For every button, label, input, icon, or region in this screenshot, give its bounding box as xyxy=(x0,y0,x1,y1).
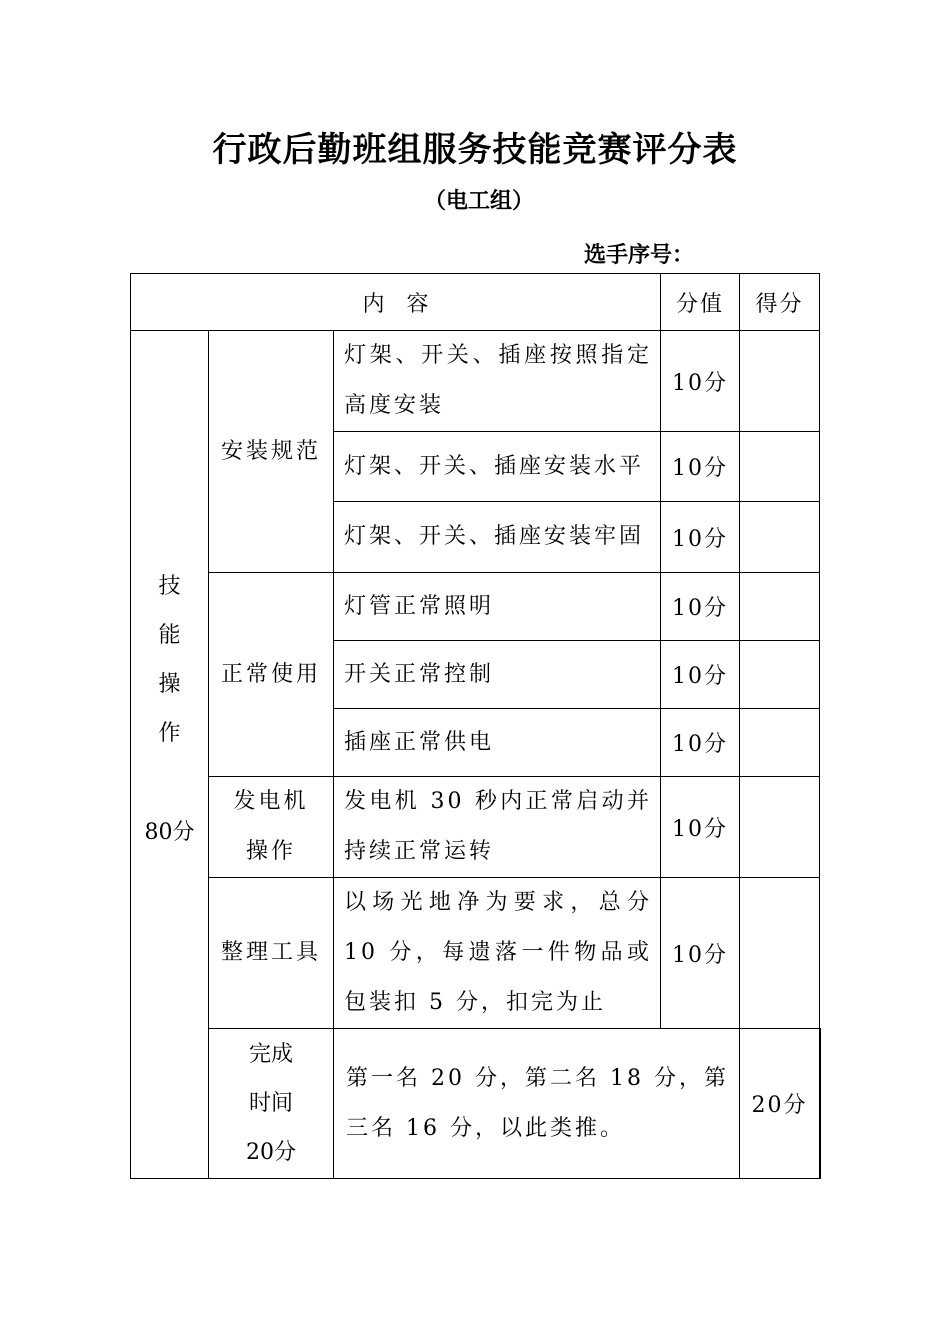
completion-points: 20分 xyxy=(740,1029,820,1179)
score-input-cell[interactable] xyxy=(740,777,820,878)
group-name-line: 操作 xyxy=(245,839,296,864)
item-points: 10分 xyxy=(661,641,740,709)
score-input-cell[interactable] xyxy=(820,1029,821,1179)
group-name-tidy-tools: 整理工具 xyxy=(209,878,334,1029)
completion-label-line: 时间 xyxy=(248,1091,293,1116)
header-points: 分值 xyxy=(661,274,740,331)
item-text: 灯架、开关、插座按照指定高度安装 xyxy=(334,331,661,432)
item-points: 10分 xyxy=(661,432,740,502)
item-points: 10分 xyxy=(661,502,740,573)
skill-label-char: 技 xyxy=(158,574,181,599)
score-input-cell[interactable] xyxy=(740,709,820,777)
player-number-label: 选手序号： xyxy=(584,242,695,268)
group-name-generator xyxy=(209,777,334,878)
table-row xyxy=(131,1029,821,1179)
skill-section-label xyxy=(131,331,209,1179)
table-row xyxy=(131,777,821,878)
score-input-cell[interactable] xyxy=(740,641,820,709)
score-input-cell[interactable] xyxy=(740,432,820,502)
item-points: 10分 xyxy=(661,331,740,432)
group-name-line: 发电机 xyxy=(233,789,309,814)
item-points: 10分 xyxy=(661,573,740,641)
item-text: 开关正常控制 xyxy=(334,641,661,709)
page-subtitle: （电工组） xyxy=(423,188,534,214)
item-text: 插座正常供电 xyxy=(334,709,661,777)
score-input-cell[interactable] xyxy=(740,502,820,573)
item-text: 灯架、开关、插座安装水平 xyxy=(334,432,661,502)
skill-label-char: 能 xyxy=(158,623,181,648)
header-content: 内 容 xyxy=(131,274,661,331)
item-text: 灯管正常照明 xyxy=(334,573,661,641)
group-name-normal-use: 正常使用 xyxy=(209,573,334,777)
score-input-cell[interactable] xyxy=(740,573,820,641)
table-row xyxy=(131,573,821,641)
item-text: 以场光地净为要求，总分 10 分，每遗落一件物品或包装扣 5 分，扣完为止 xyxy=(334,878,661,1029)
page-title: 行政后勤班组服务技能竞赛评分表 xyxy=(212,130,738,170)
item-points: 10分 xyxy=(661,878,740,1029)
group-name-install: 安装规范 xyxy=(209,331,334,573)
score-input-cell[interactable] xyxy=(740,331,820,432)
item-text: 发电机 30 秒内正常启动并持续正常运转 xyxy=(334,777,661,878)
completion-label-line: 20分 xyxy=(246,1140,296,1165)
completion-text: 第一名 20 分，第二名 18 分，第三名 16 分，以此类推。 xyxy=(334,1029,740,1179)
skill-section-points: 80分 xyxy=(144,820,195,845)
completion-time-label xyxy=(209,1029,334,1179)
skill-label-char: 作 xyxy=(158,721,181,746)
scoring-table xyxy=(130,273,821,1179)
table-row xyxy=(131,331,821,432)
table-row xyxy=(131,878,821,1029)
item-points: 10分 xyxy=(661,777,740,878)
header-row xyxy=(131,274,821,331)
header-score: 得分 xyxy=(740,274,820,331)
skill-label-char: 操 xyxy=(158,672,181,697)
item-points: 10分 xyxy=(661,709,740,777)
item-text: 灯架、开关、插座安装牢固 xyxy=(334,502,661,573)
score-input-cell[interactable] xyxy=(740,878,820,1029)
completion-label-line: 完成 xyxy=(248,1042,293,1067)
